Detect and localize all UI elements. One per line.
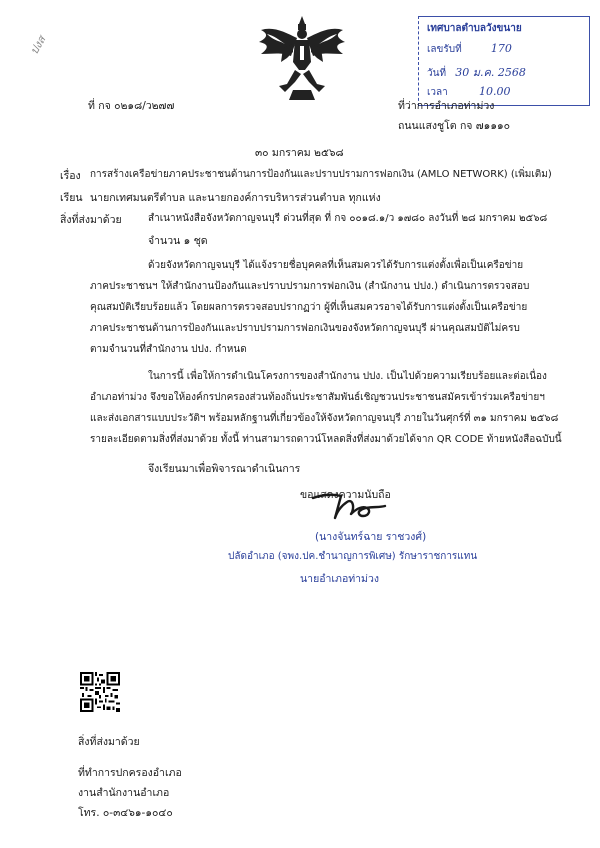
garuda-emblem-icon [255,12,350,104]
signer-name: (นางจันทร์ฉาย ราชวงศ์) [315,531,427,543]
para1-line-3: คุณสมบัติเรียบร้อยแล้ว โดยผลการตรวจสอบปรากฏว่า ผู้ที่เห็นสมควรอาจได้รับการแต่งตั้งเป็นเครือข่าย [90,302,528,313]
footer-line-2: งานสำนักงานอำเภอ [78,787,170,799]
reference-number: ที่ กจ ๐๒๑๘/ว๒๗๗ [88,100,175,112]
para2-line-4: รายละเอียดตามสิ่งที่ส่งมาด้วย ทั้งนี้ ท่านสามารถดาวน์โหลดสิ่งที่ส่งมาด้วยได้จาก QR CODE ท้ายหนังสือฉบับนี้ [90,434,562,445]
to-text: นายกเทศมนตรีตำบล และนายกองค์การบริหารส่วนตำบล ทุกแห่ง [90,192,381,204]
receipt-stamp [418,16,590,106]
signer-title-2: นายอำเภอท่าม่วง [300,573,380,585]
para1-line-2: ภาคประชาชนฯ ให้สำนักงานป้องกันและปราบปรามการฟอกเงิน (สำนักงาน ปปง.) ดำเนินการตรวจสอบ [90,281,530,292]
qr-code-icon [80,672,120,712]
subject-text: การสร้างเครือข่ายภาคประชาชนด้านการป้องกันและปราบปรามการฟอกเงิน (AMLO NETWORK) (เพิ่มเติม) [90,169,552,180]
stamp-receipt [427,42,512,57]
para2-line-2: อำเภอท่าม่วง จึงขอให้องค์กรปกครองส่วนท้องถิ่นประชาสัมพันธ์เชิญชวนประชาชนสมัครเข้าร่วมเครือข่ายฯ [90,392,545,403]
subject-label: เรื่อง [60,170,81,182]
regards-text: ขอแสดงความนับถือ [300,489,391,501]
stamp-receipt-value: 170 [490,42,512,55]
footer-line-1: ที่ทำการปกครองอำเภอ [78,767,182,779]
para1-line-1: ด้วยจังหวัดกาญจนบุรี ได้แจ้งรายชื่อบุคคลที่เห็นสมควรได้รับการแต่งตั้งเพื่อเป็นเครือข่าย [148,260,524,271]
stamp-org: เทศบาลตำบลวังขนาย [427,23,522,34]
document-date: ๓๐ มกราคม ๒๕๖๘ [255,147,344,159]
para1-line-5: ตามจำนวนที่สำนักงาน ปปง. กำหนด [90,344,247,355]
enclosure-label: สิ่งที่ส่งมาด้วย [60,214,122,226]
stamp-date-label: วันที่ [427,68,447,79]
stamp-time-label: เวลา [427,87,448,98]
stamp-date-value: 30 ม.ค. 2568 [455,66,526,79]
stamp-receipt-label: เลขรับที่ [427,44,462,55]
to-label: เรียน [60,192,83,204]
enclosure-line-2: จำนวน ๑ ชุด [148,235,208,247]
stamp-time-value: 10.00 [478,85,511,98]
signature-icon [305,484,395,524]
margin-note: ปงส [27,33,49,57]
signer-title-1: ปลัดอำเภอ (จพง.ปค.ชำนาญการพิเศษ) รักษาราชการแทน [228,551,478,562]
footer-line-3: โทร. ๐-๓๔๖๑-๑๐๔๐ [78,807,173,819]
closing-text: จึงเรียนมาเพื่อพิจารณาดำเนินการ [148,463,301,475]
office-line-2: ถนนแสงชูโต กจ ๗๑๑๑๐ [398,120,511,132]
para2-line-1: ในการนี้ เพื่อให้การดำเนินโครงการของสำนักงาน ปปง. เป็นไปด้วยความเรียบร้อยและต่อเนื่อง [148,371,547,382]
qr-label: สิ่งที่ส่งมาด้วย [78,736,140,748]
enclosure-line-1: สำเนาหนังสือจังหวัดกาญจนบุรี ด่วนที่สุด ที่ กจ ๐๐๑๘.๑/ว ๑๗๘๐ ลงวันที่ ๒๘ มกราคม ๒๕๖๘ [148,213,548,224]
para2-line-3: และส่งเอกสารแบบประวัติฯ พร้อมหลักฐานที่เกี่ยวข้องให้จังหวัดกาญจนบุรี ภายในวันศุกร์ที่ ๓๑ มกราคม ๒๕๖๘ [90,413,559,424]
para1-line-4: ภาคประชาชนด้านการป้องกันและปราบปรามการฟอกเงินของจังหวัดกาญจนบุรี ผ่านคุณสมบัติไม่ครบ [90,323,520,334]
stamp-date [427,63,526,81]
office-line-1: ที่ว่าการอำเภอท่าม่วง [398,100,495,112]
